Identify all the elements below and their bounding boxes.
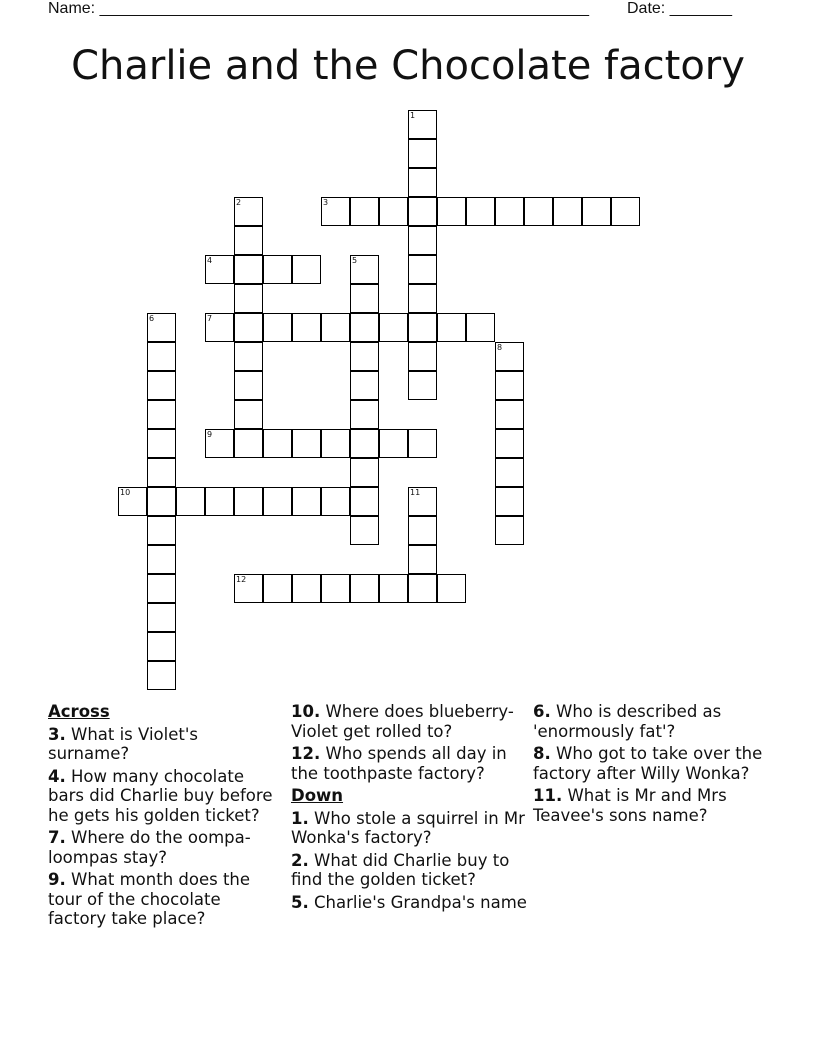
grid-cell[interactable] — [176, 487, 205, 516]
clues-column-3 — [533, 702, 763, 828]
grid-cell[interactable] — [437, 313, 466, 342]
grid-cell[interactable] — [350, 429, 379, 458]
down-clue: 8. Who got to take over the factory after Willy Wonka? — [533, 744, 763, 783]
grid-cell[interactable] — [495, 429, 524, 458]
clue-number: 1 — [410, 111, 416, 120]
grid-cell[interactable] — [379, 574, 408, 603]
grid-cell[interactable] — [234, 487, 263, 516]
grid-cell[interactable] — [205, 313, 234, 342]
across-heading: Across — [48, 702, 110, 721]
grid-cell[interactable] — [147, 661, 176, 690]
clue-number: 11 — [410, 488, 421, 497]
across-clue: 10. Where does blueberry-Violet get rolled to? — [291, 702, 514, 741]
grid-cell[interactable] — [350, 371, 379, 400]
down-heading: Down — [291, 786, 344, 805]
grid-cell[interactable] — [350, 574, 379, 603]
grid-cell[interactable] — [263, 429, 292, 458]
grid-cell[interactable] — [234, 226, 263, 255]
across-clue: 4. How many chocolate bars did Charlie buy before he gets his golden ticket? — [48, 766, 273, 825]
grid-cell[interactable] — [408, 284, 437, 313]
date-field[interactable]: Date: _______ — [627, 0, 732, 17]
down-clue: 5. Charlie's Grandpa's name — [291, 892, 527, 912]
grid-cell[interactable] — [234, 342, 263, 371]
grid-cell[interactable] — [379, 197, 408, 226]
page-title: Charlie and the Chocolate factory — [71, 43, 745, 89]
grid-cell[interactable] — [466, 197, 495, 226]
grid-cell[interactable] — [234, 313, 263, 342]
grid-cell[interactable] — [263, 574, 292, 603]
grid-cell[interactable] — [350, 313, 379, 342]
grid-cell[interactable] — [263, 255, 292, 284]
grid-cell[interactable] — [147, 400, 176, 429]
grid-cell[interactable] — [147, 632, 176, 661]
grid-cell[interactable] — [408, 342, 437, 371]
grid-cell[interactable] — [147, 574, 176, 603]
clues-column-1 — [48, 702, 283, 932]
grid-cell[interactable] — [350, 255, 379, 284]
grid-cell[interactable] — [495, 487, 524, 516]
clue-number: 9 — [207, 430, 213, 439]
grid-cell[interactable] — [321, 429, 350, 458]
grid-cell[interactable] — [205, 255, 234, 284]
clue-number: 6 — [149, 314, 155, 323]
grid-cell[interactable] — [263, 313, 292, 342]
grid-cell[interactable] — [147, 516, 176, 545]
clue-number: 7 — [207, 314, 213, 323]
grid-cell[interactable] — [408, 545, 437, 574]
grid-cell[interactable] — [147, 371, 176, 400]
grid-cell[interactable] — [205, 487, 234, 516]
clue-number: 5 — [352, 256, 358, 265]
grid-cell[interactable] — [379, 313, 408, 342]
grid-cell[interactable] — [234, 400, 263, 429]
grid-cell[interactable] — [350, 284, 379, 313]
across-clue: 12. Who spends all day in the toothpaste factory? — [291, 744, 507, 783]
grid-cell[interactable] — [379, 429, 408, 458]
grid-cell[interactable] — [524, 197, 553, 226]
clue-number: 2 — [236, 198, 242, 207]
grid-cell[interactable] — [350, 197, 379, 226]
grid-cell[interactable] — [234, 574, 263, 603]
grid-cell[interactable] — [321, 197, 350, 226]
grid-cell[interactable] — [408, 110, 437, 139]
grid-cell[interactable] — [321, 574, 350, 603]
grid-cell[interactable] — [408, 139, 437, 168]
grid-cell[interactable] — [408, 313, 437, 342]
grid-cell[interactable] — [350, 342, 379, 371]
grid-cell[interactable] — [147, 342, 176, 371]
grid-cell[interactable] — [321, 313, 350, 342]
grid-cell[interactable] — [147, 603, 176, 632]
grid-cell[interactable] — [321, 487, 350, 516]
grid-cell[interactable] — [350, 400, 379, 429]
grid-cell[interactable] — [437, 197, 466, 226]
down-clue: 6. Who is described as 'enormously fat'? — [533, 702, 722, 741]
across-clue: 7. Where do the oompa-loompas stay? — [48, 828, 251, 867]
grid-cell[interactable] — [611, 197, 640, 226]
down-clue: 2. What did Charlie buy to find the golden ticket? — [291, 850, 510, 889]
across-clue: 9. What month does the tour of the chocolate factory take place? — [48, 870, 251, 928]
grid-cell[interactable] — [234, 284, 263, 313]
clue-number: 4 — [207, 256, 213, 265]
grid-cell[interactable] — [292, 487, 321, 516]
grid-cell[interactable] — [408, 226, 437, 255]
grid-cell[interactable] — [408, 574, 437, 603]
grid-cell[interactable] — [495, 342, 524, 371]
grid-cell[interactable] — [147, 429, 176, 458]
grid-cell[interactable] — [292, 574, 321, 603]
grid-cell[interactable] — [350, 516, 379, 545]
grid-cell[interactable] — [408, 429, 437, 458]
grid-cell[interactable] — [234, 371, 263, 400]
clue-number: 10 — [120, 488, 131, 497]
grid-cell[interactable] — [350, 487, 379, 516]
grid-cell[interactable] — [495, 400, 524, 429]
grid-cell[interactable] — [147, 545, 176, 574]
clue-number: 8 — [497, 343, 503, 352]
grid-cell[interactable] — [582, 197, 611, 226]
grid-cell[interactable] — [495, 458, 524, 487]
grid-cell[interactable] — [408, 197, 437, 226]
grid-cell[interactable] — [205, 429, 234, 458]
grid-cell[interactable] — [234, 429, 263, 458]
grid-cell[interactable] — [495, 197, 524, 226]
name-field[interactable]: Name: _______________________________________________________ — [48, 0, 589, 17]
down-clue: 1. Who stole a squirrel in Mr Wonka's factory? — [291, 808, 525, 847]
grid-cell[interactable] — [292, 313, 321, 342]
grid-cell[interactable] — [147, 458, 176, 487]
grid-cell[interactable] — [350, 458, 379, 487]
clue-number: 12 — [236, 575, 247, 584]
grid-cell[interactable] — [437, 574, 466, 603]
grid-cell[interactable] — [553, 197, 582, 226]
grid-cell[interactable] — [466, 313, 495, 342]
grid-cell[interactable] — [147, 313, 176, 342]
grid-cell[interactable] — [234, 197, 263, 226]
grid-cell[interactable] — [408, 371, 437, 400]
grid-cell[interactable] — [408, 516, 437, 545]
across-clue: 3. What is Violet's surname? — [48, 724, 198, 763]
grid-cell[interactable] — [118, 487, 147, 516]
grid-cell[interactable] — [408, 255, 437, 284]
grid-cell[interactable] — [495, 516, 524, 545]
down-clue: 11. What is Mr and Mrs Teavee's sons name? — [533, 786, 727, 825]
grid-cell[interactable] — [292, 255, 321, 284]
grid-cell[interactable] — [147, 487, 176, 516]
clues-column-2 — [291, 702, 529, 915]
grid-cell[interactable] — [495, 371, 524, 400]
grid-cell[interactable] — [292, 429, 321, 458]
grid-cell[interactable] — [408, 487, 437, 516]
grid-cell[interactable] — [234, 255, 263, 284]
grid-cell[interactable] — [408, 168, 437, 197]
grid-cell[interactable] — [263, 487, 292, 516]
clue-number: 3 — [323, 198, 329, 207]
